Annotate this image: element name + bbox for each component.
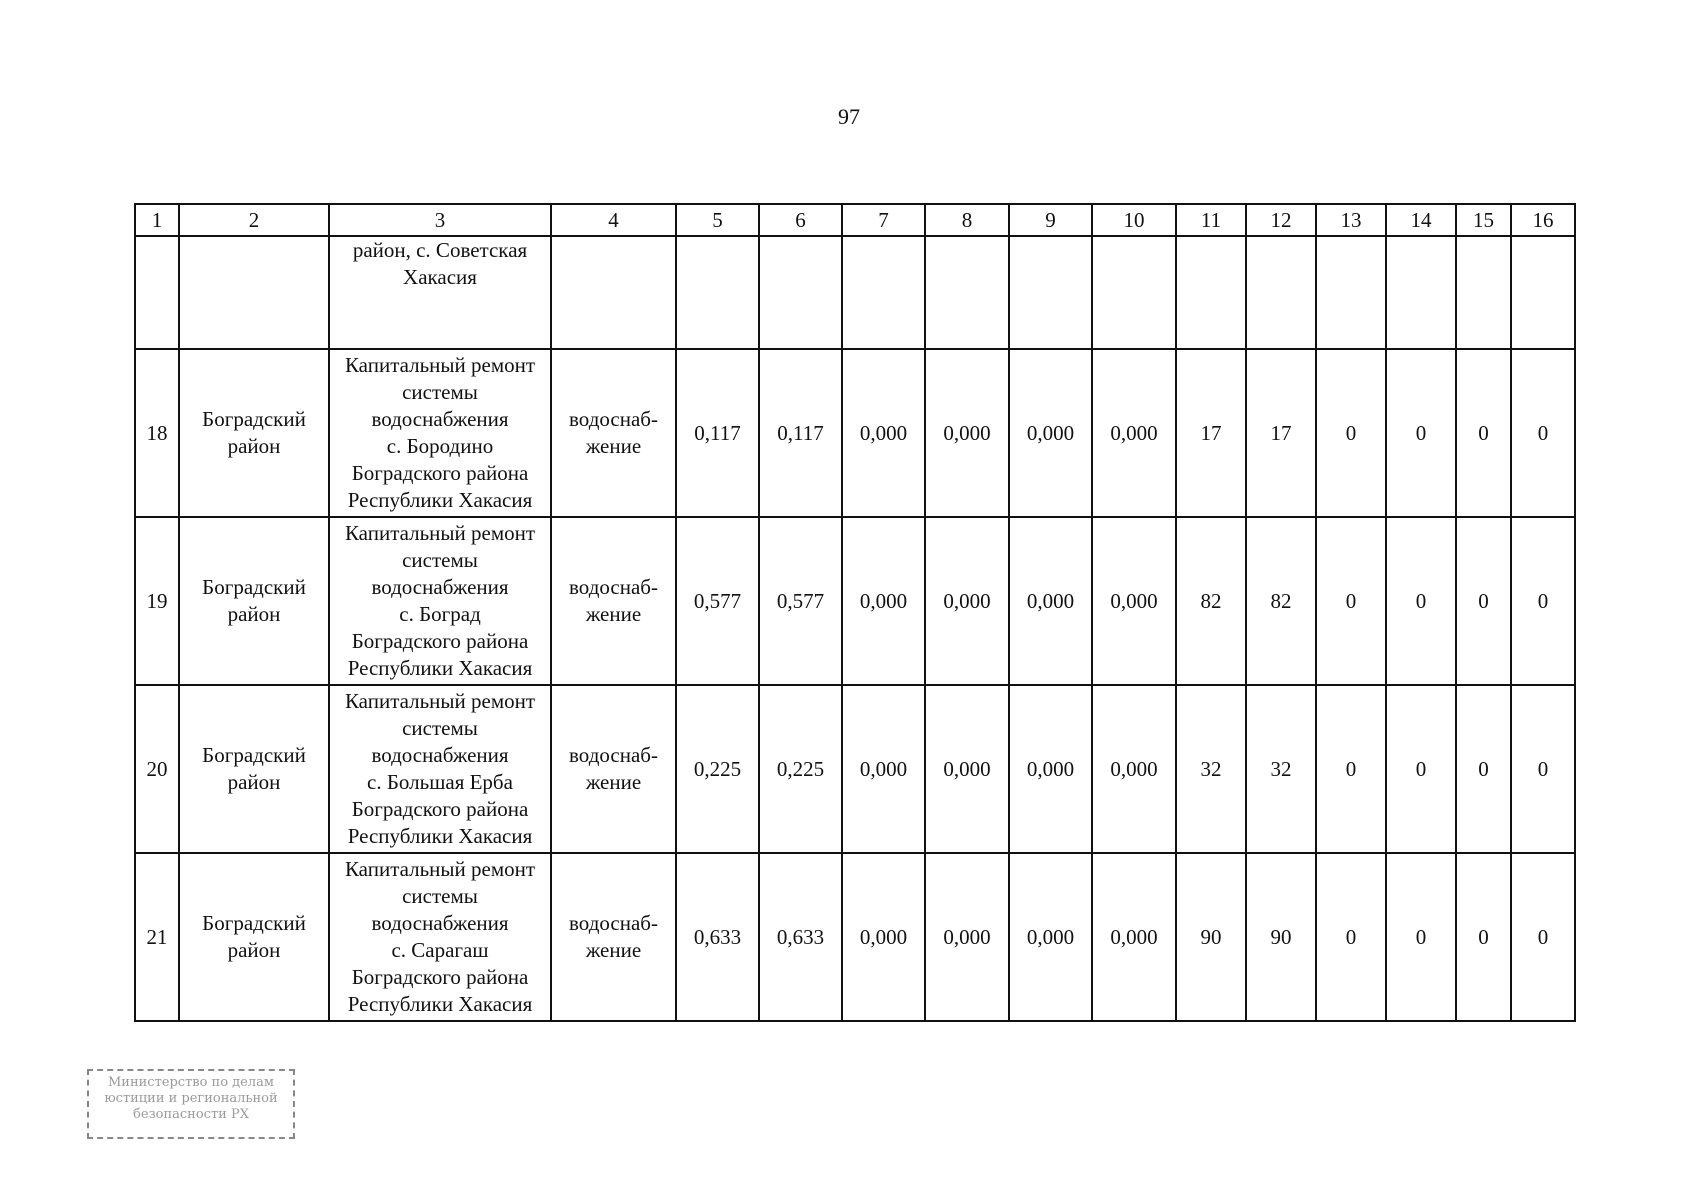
cell-col11: 82 bbox=[1176, 517, 1246, 685]
cell-col16: 0 bbox=[1511, 349, 1575, 517]
cell-district: Боградский район bbox=[179, 853, 329, 1021]
cell-num: 20 bbox=[135, 685, 179, 853]
cell-col15: 0 bbox=[1456, 685, 1511, 853]
cell-col10: 0,000 bbox=[1092, 517, 1176, 685]
cell-col16: 0 bbox=[1511, 517, 1575, 685]
cell-col16: 0 bbox=[1511, 685, 1575, 853]
cell-description: Капитальный ремонт системы водоснабжения с. Сарагаш Боградского района Республики Хакасия bbox=[329, 853, 551, 1021]
header-cell-7: 7 bbox=[842, 204, 925, 236]
cell-col7: 0,000 bbox=[842, 853, 925, 1021]
cell-col10: 0,000 bbox=[1092, 349, 1176, 517]
cell-col12: 90 bbox=[1246, 853, 1316, 1021]
table-header-row bbox=[135, 204, 1575, 236]
header-cell-8: 8 bbox=[925, 204, 1009, 236]
cell-empty bbox=[1009, 236, 1092, 349]
cell-type: водоснаб- жение bbox=[551, 349, 676, 517]
cell-empty bbox=[1456, 236, 1511, 349]
header-cell-10: 10 bbox=[1092, 204, 1176, 236]
cell-col12: 82 bbox=[1246, 517, 1316, 685]
cell-empty bbox=[925, 236, 1009, 349]
cell-col14: 0 bbox=[1386, 853, 1456, 1021]
header-cell-1: 1 bbox=[135, 204, 179, 236]
cell-col5: 0,577 bbox=[676, 517, 759, 685]
cell-col12: 32 bbox=[1246, 685, 1316, 853]
cell-col8: 0,000 bbox=[925, 517, 1009, 685]
header-cell-14: 14 bbox=[1386, 204, 1456, 236]
header-cell-13: 13 bbox=[1316, 204, 1386, 236]
table-row bbox=[135, 853, 1575, 1021]
cell-type bbox=[551, 236, 676, 349]
cell-col12: 17 bbox=[1246, 349, 1316, 517]
cell-col6: 0,225 bbox=[759, 685, 842, 853]
cell-district: Боградский район bbox=[179, 349, 329, 517]
cell-col9: 0,000 bbox=[1009, 853, 1092, 1021]
cell-type: водоснаб- жение bbox=[551, 517, 676, 685]
cell-col6: 0,633 bbox=[759, 853, 842, 1021]
cell-num: 18 bbox=[135, 349, 179, 517]
cell-col16: 0 bbox=[1511, 853, 1575, 1021]
cell-num: 21 bbox=[135, 853, 179, 1021]
cell-col15: 0 bbox=[1456, 517, 1511, 685]
cell-description: район, с. Советская Хакасия bbox=[329, 236, 551, 349]
cell-description: Капитальный ремонт системы водоснабжения с. Бородино Боградского района Республики Хакасия bbox=[329, 349, 551, 517]
cell-col11: 32 bbox=[1176, 685, 1246, 853]
cell-empty bbox=[1386, 236, 1456, 349]
cell-col15: 0 bbox=[1456, 349, 1511, 517]
stamp: Министерство по делам юстиции и региональной безопасности РХ bbox=[87, 1069, 295, 1139]
cell-description: Капитальный ремонт системы водоснабжения с. Боград Боградского района Республики Хакасия bbox=[329, 517, 551, 685]
data-table bbox=[134, 203, 1576, 1022]
cell-col7: 0,000 bbox=[842, 349, 925, 517]
cell-col13: 0 bbox=[1316, 349, 1386, 517]
header-cell-15: 15 bbox=[1456, 204, 1511, 236]
cell-empty bbox=[842, 236, 925, 349]
cell-empty bbox=[676, 236, 759, 349]
page-number: 97 bbox=[838, 104, 860, 129]
cell-col9: 0,000 bbox=[1009, 685, 1092, 853]
cell-empty bbox=[1511, 236, 1575, 349]
header-cell-4: 4 bbox=[551, 204, 676, 236]
cell-empty bbox=[1246, 236, 1316, 349]
cell-description: Капитальный ремонт системы водоснабжения с. Большая Ерба Боградского района Республики Хакасия bbox=[329, 685, 551, 853]
cell-col10: 0,000 bbox=[1092, 685, 1176, 853]
cell-col13: 0 bbox=[1316, 517, 1386, 685]
cell-col7: 0,000 bbox=[842, 685, 925, 853]
cell-col13: 0 bbox=[1316, 853, 1386, 1021]
cell-col5: 0,633 bbox=[676, 853, 759, 1021]
cell-col5: 0,225 bbox=[676, 685, 759, 853]
cell-type: водоснаб- жение bbox=[551, 853, 676, 1021]
table-row bbox=[135, 517, 1575, 685]
cell-col5: 0,117 bbox=[676, 349, 759, 517]
cell-col6: 0,577 bbox=[759, 517, 842, 685]
cell-district bbox=[179, 236, 329, 349]
header-cell-5: 5 bbox=[676, 204, 759, 236]
cell-col15: 0 bbox=[1456, 853, 1511, 1021]
cell-col11: 90 bbox=[1176, 853, 1246, 1021]
cell-type: водоснаб- жение bbox=[551, 685, 676, 853]
header-cell-9: 9 bbox=[1009, 204, 1092, 236]
header-cell-12: 12 bbox=[1246, 204, 1316, 236]
cell-empty bbox=[1176, 236, 1246, 349]
table-row bbox=[135, 349, 1575, 517]
header-cell-6: 6 bbox=[759, 204, 842, 236]
cell-empty bbox=[759, 236, 842, 349]
cell-col8: 0,000 bbox=[925, 349, 1009, 517]
cell-empty bbox=[1092, 236, 1176, 349]
cell-col14: 0 bbox=[1386, 517, 1456, 685]
cell-district: Боградский район bbox=[179, 685, 329, 853]
cell-col14: 0 bbox=[1386, 349, 1456, 517]
header-cell-3: 3 bbox=[329, 204, 551, 236]
cell-col11: 17 bbox=[1176, 349, 1246, 517]
cell-num: 19 bbox=[135, 517, 179, 685]
cell-num bbox=[135, 236, 179, 349]
cell-col13: 0 bbox=[1316, 685, 1386, 853]
cell-col9: 0,000 bbox=[1009, 517, 1092, 685]
cell-col6: 0,117 bbox=[759, 349, 842, 517]
cell-col9: 0,000 bbox=[1009, 349, 1092, 517]
header-cell-2: 2 bbox=[179, 204, 329, 236]
header-cell-16: 16 bbox=[1511, 204, 1575, 236]
cell-col7: 0,000 bbox=[842, 517, 925, 685]
table-row bbox=[135, 685, 1575, 853]
cell-empty bbox=[1316, 236, 1386, 349]
header-cell-11: 11 bbox=[1176, 204, 1246, 236]
cell-col10: 0,000 bbox=[1092, 853, 1176, 1021]
cell-col14: 0 bbox=[1386, 685, 1456, 853]
cell-col8: 0,000 bbox=[925, 685, 1009, 853]
table-row-continuation bbox=[135, 236, 1575, 349]
cell-district: Боградский район bbox=[179, 517, 329, 685]
cell-col8: 0,000 bbox=[925, 853, 1009, 1021]
